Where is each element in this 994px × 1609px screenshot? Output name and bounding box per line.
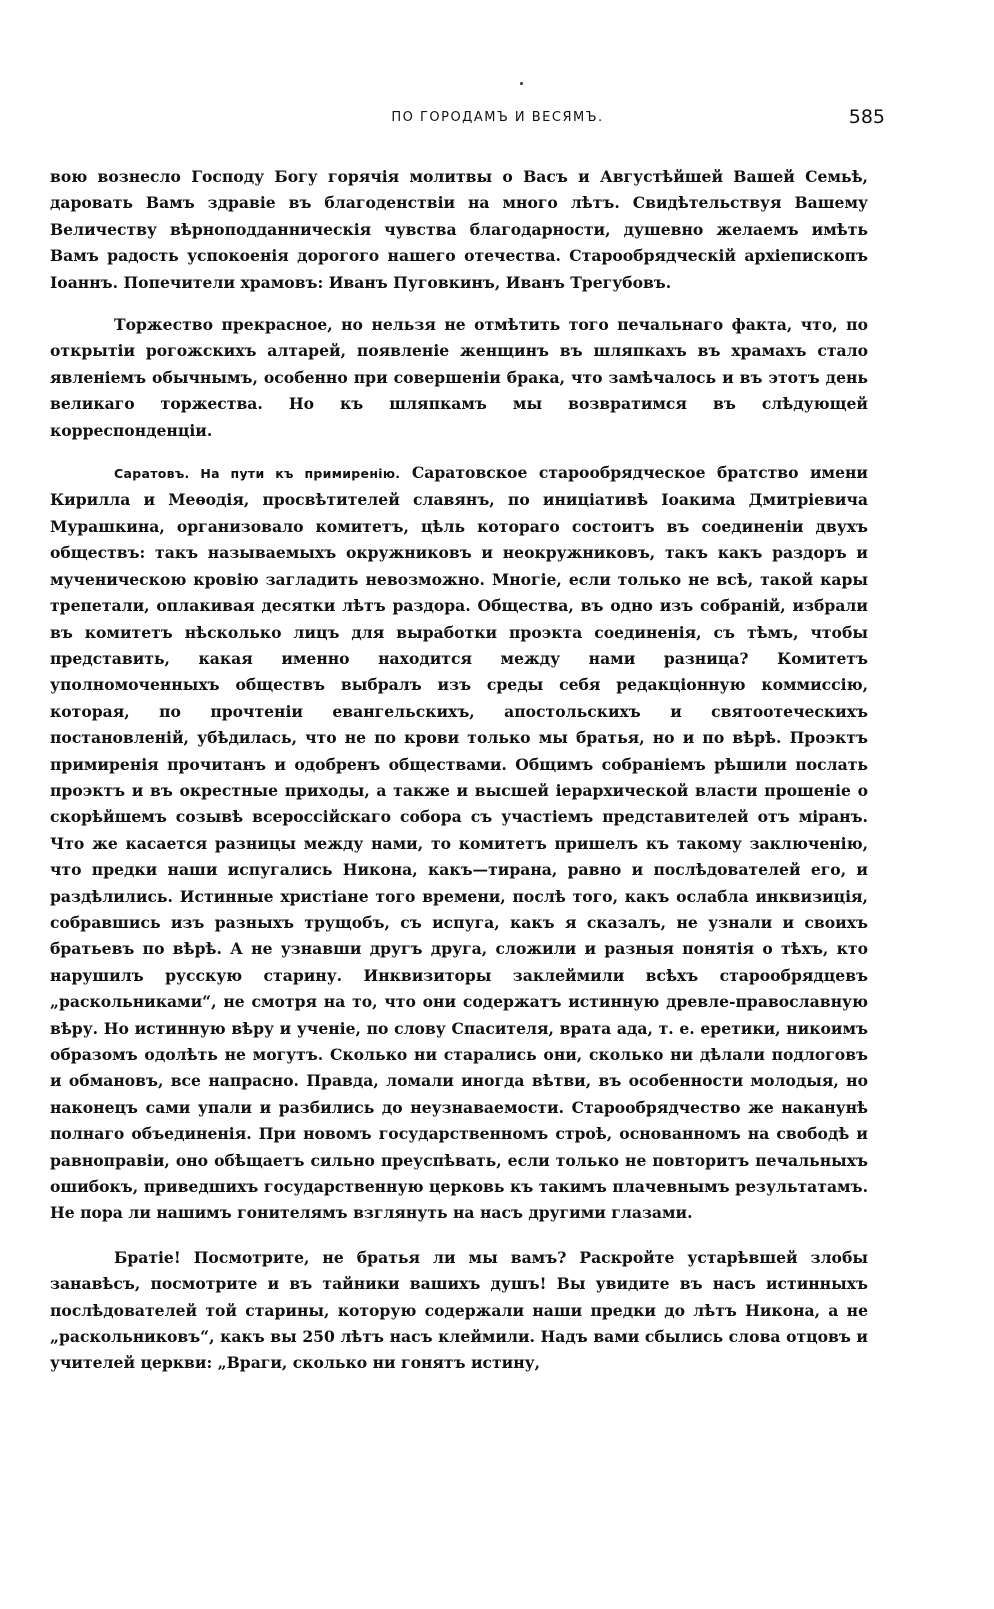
paragraph-appeal: Братіе! Посмотрите, не братья ли мы вамъ? Раскройте устарѣвшей злобы занавѣсъ, посмотрите и въ тайники вашихъ душъ! Вы увидите въ насъ истинныхъ послѣдователей той старины, которую содержали наши предки до лѣтъ Никона, а не „раскольниковъ“, какъ вы 250 лѣтъ насъ клеймили. Надъ вами сбылись слова отцовъ и учителей церкви: „Враги, сколько ни гонятъ истину,	[50, 1247, 868, 1373]
paragraph-saratov	[50, 460, 868, 1227]
running-title: ПО ГОРОДАМЪ И ВЕСЯМЪ.	[391, 110, 604, 125]
paragraph-saratov-lead: Саратовъ. На пути къ примиренію.	[114, 466, 401, 482]
paragraph-saratov-text: Саратовское старообрядческое братство имени Кирилла и Меѳодія, просвѣтителей славянъ, по иниціативѣ Іоакима Дмитріевича Мурашкина, организовало комитетъ, цѣль котораго состоитъ въ соединеніи двухъ обществъ: такъ называемыхъ окружниковъ и неокружниковъ, такъ какъ раздоръ и мученическою кровію загладить невозможно. Многіе, если только не всѣ, такой кары трепетали, оплакивая десятки лѣтъ раздора. Общества, въ одно изъ собраній, избрали въ комитетъ нѣсколько лицъ для выработки проэкта соединенія, съ тѣмъ, чтобы представить, какая именно находится между нами разница? Комитетъ уполномоченныхъ обществъ выбралъ изъ среды себя редакціонную коммиссію, которая, по прочтеніи евангельскихъ, апостольскихъ и святоотеческихъ постановленій, убѣдилась, что не по крови только мы братья, но и по вѣрѣ. Проэктъ примиренія прочитанъ и одобренъ обществами. Общимъ собраніемъ рѣшили послать проэктъ и въ окрестные приходы, а также и высшей іерархической власти прошеніе о скорѣйшемъ созывѣ всероссійскаго собора съ участіемъ представителей отъ міранъ. Что же касается разницы между нами, то комитетъ пришелъ къ такому заключенію, что предки наши испугались Никона, какъ—тирана, равно и послѣдователей его, и раздѣлились. Истинные христіане того времени, послѣ того, какъ ослабла инквизиція, собравшись изъ разныхъ трущобъ, съ испуга, какъ я сказалъ, не узнали и своихъ братьевъ по вѣрѣ. А не узнавши другъ друга, сложили и разныя понятія о тѣхъ, кто нарушилъ русскую старину. Инквизиторы заклеймили всѣхъ старообрядцевъ „раскольниками“, не смотря на то, что они содержатъ истинную древле-православную вѣру. Но истинную вѣру и ученіе, по слову Спасителя, врата ада, т. е. еретики, никоимъ образомъ одолѣть не могутъ. Сколько ни старались они, сколько ни дѣлали подлоговъ и обмановъ, все напрасно. Правда, ломали иногда вѣтви, въ особенности молодыя, но наконецъ сами упали и разбились до неузнаваемости. Старообрядчество же наканунѣ полнаго объединенія. При новомъ государственномъ строѣ, основанномъ на свободѣ и равноправіи, оно обѣщаетъ сильно преуспѣвать, если только не повторитъ печальныхъ ошибокъ, приведшихъ государственную церковь къ такимъ плачевнымъ результатамъ. Не пора ли нашимъ гонителямъ взглянуть на насъ другими глазами.	[50, 463, 868, 1223]
page-number: 585	[848, 106, 885, 128]
page-header	[110, 106, 885, 136]
paragraph-celebration: Торжество прекрасное, но нельзя не отмѣтить того печальнаго факта, что, по открытіи рогожскихъ алтарей, появленіе женщинъ въ шляпкахъ въ храмахъ стало явленіемъ обычнымъ, особенно при совершеніи брака, что замѣчалось и въ этотъ день великаго торжества. Но къ шляпкамъ мы возвратимся въ слѣдующей корреспонденціи.	[50, 315, 868, 440]
print-speck	[520, 82, 523, 85]
body-text	[50, 164, 868, 1377]
paragraph-continuation: вою вознесло Господу Богу горячія молитвы о Васъ и Августѣйшей Вашей Семьѣ, даровать Вамъ здравіе въ благоденствіи на много лѣтъ. Свидѣтельствуя Вашему Величеству вѣрноподданническія чувства благодарности, душевно желаемъ имѣть Вамъ радость успокоенія дорогого нашего отечества. Старообрядческій архіепископъ Іоаннъ. Попечители храмовъ: Иванъ Пуговкинъ, Иванъ Трегубовъ.	[50, 167, 868, 292]
